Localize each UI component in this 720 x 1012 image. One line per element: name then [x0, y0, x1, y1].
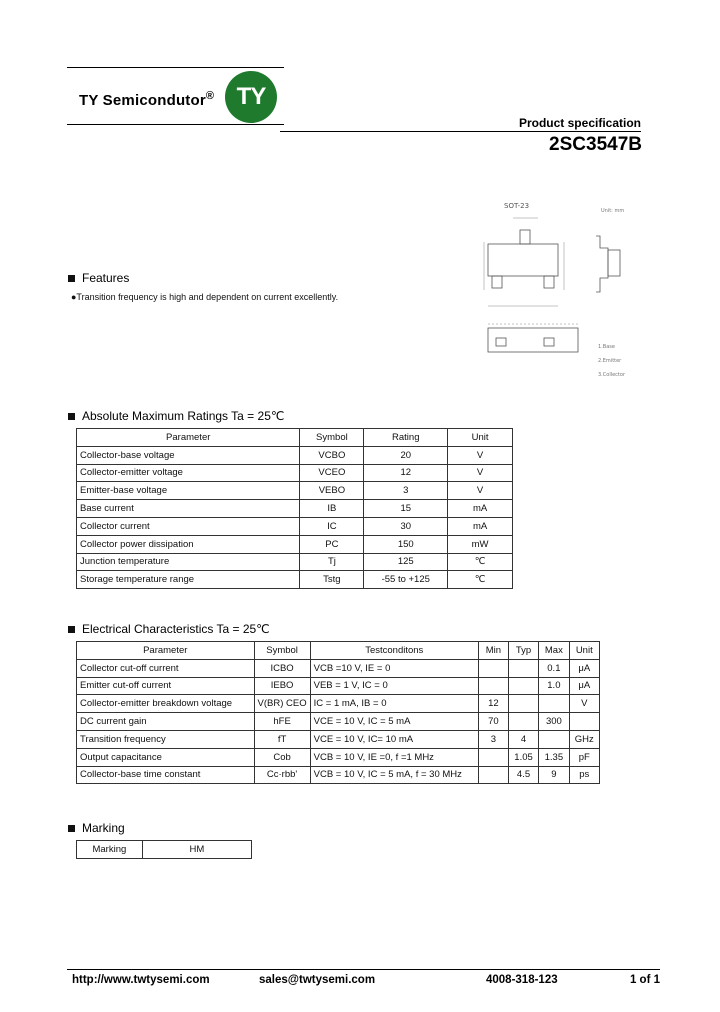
unit-cell: V	[448, 482, 513, 500]
table-row	[77, 553, 513, 571]
param-cell: Collector-base time constant	[77, 766, 255, 784]
param-cell: DC current gain	[77, 713, 255, 731]
header-cell: Unit	[448, 429, 513, 447]
condition-cell: VCB = 10 V, IC = 5 mA, f = 30 MHz	[310, 766, 478, 784]
pin-1-label: 1.Base	[598, 344, 615, 350]
param-cell: Collector current	[77, 517, 300, 535]
spec-label: Product specification	[518, 116, 641, 130]
typ-cell: 1.05	[508, 748, 538, 766]
header-top-rule	[67, 67, 284, 68]
marking-value-cell: HM	[142, 841, 251, 859]
min-cell: 12	[478, 695, 508, 713]
marking-label-cell: Marking	[77, 841, 143, 859]
table-row	[77, 482, 513, 500]
section-bullet-icon	[68, 413, 75, 420]
unit-cell: mW	[448, 535, 513, 553]
condition-cell: VCB = 10 V, IE =0, f =1 MHz	[310, 748, 478, 766]
unit-cell: V	[448, 464, 513, 482]
typ-cell: 4.5	[508, 766, 538, 784]
param-cell: Output capacitance	[77, 748, 255, 766]
table-row	[77, 748, 600, 766]
max-cell	[539, 730, 569, 748]
param-cell: Junction temperature	[77, 553, 300, 571]
lead-2	[544, 276, 554, 288]
package-unit: Unit: mm	[601, 208, 625, 214]
header-cell: Parameter	[77, 429, 300, 447]
condition-cell: IC = 1 mA, IB = 0	[310, 695, 478, 713]
min-cell	[478, 659, 508, 677]
unit-cell: μA	[569, 659, 599, 677]
symbol-cell: VCEO	[300, 464, 364, 482]
brand-text: TY Semicondutor	[79, 92, 206, 109]
pad-1	[496, 338, 506, 346]
table-row	[77, 517, 513, 535]
unit-cell: V	[569, 695, 599, 713]
unit-cell: mA	[448, 517, 513, 535]
max-cell: 1.35	[539, 748, 569, 766]
pad-2	[544, 338, 554, 346]
symbol-cell: IC	[300, 517, 364, 535]
table-row	[77, 730, 600, 748]
symbol-cell: IB	[300, 500, 364, 518]
symbol-cell: fT	[254, 730, 310, 748]
abs-max-title	[68, 409, 284, 423]
param-cell: Storage temperature range	[77, 571, 300, 589]
symbol-cell: Cc·rbb'	[254, 766, 310, 784]
table-header-row	[77, 429, 513, 447]
header-cell: Min	[478, 642, 508, 660]
symbol-cell: V(BR) CEO	[254, 695, 310, 713]
symbol-cell: ICBO	[254, 659, 310, 677]
table-row	[77, 571, 513, 589]
marking-title-text: Marking	[82, 821, 125, 835]
abs-max-title-text: Absolute Maximum Ratings Ta = 25℃	[82, 409, 285, 423]
table-row	[77, 500, 513, 518]
symbol-cell: Tstg	[300, 571, 364, 589]
rating-cell: 12	[364, 464, 448, 482]
condition-cell: VEB = 1 V, IC = 0	[310, 677, 478, 695]
features-title	[68, 271, 129, 285]
header-cell: Unit	[569, 642, 599, 660]
typ-cell: 4	[508, 730, 538, 748]
min-cell	[478, 748, 508, 766]
max-cell: 0.1	[539, 659, 569, 677]
rating-cell: 30	[364, 517, 448, 535]
footer-website-link[interactable]: http://www.twtysemi.com	[72, 974, 210, 986]
condition-cell: VCE = 10 V, IC= 10 mA	[310, 730, 478, 748]
unit-cell: GHz	[569, 730, 599, 748]
marking-title	[68, 821, 125, 835]
table-row	[77, 464, 513, 482]
max-cell: 9	[539, 766, 569, 784]
rating-cell: 20	[364, 446, 448, 464]
param-cell: Base current	[77, 500, 300, 518]
footer-page-number: 1 of 1	[629, 974, 660, 986]
rating-cell: -55 to +125	[364, 571, 448, 589]
header-mid-rule	[67, 124, 284, 125]
unit-cell: ℃	[448, 571, 513, 589]
elec-title-text: Electrical Characteristics Ta = 25℃	[82, 622, 270, 636]
elec-title	[68, 622, 270, 636]
lead-1	[492, 276, 502, 288]
param-cell: Collector-emitter breakdown voltage	[77, 695, 255, 713]
unit-cell: μA	[569, 677, 599, 695]
elec-table	[76, 641, 600, 784]
package-body-top	[488, 244, 558, 276]
pin-2-label: 2.Emitter	[598, 358, 622, 364]
rating-cell: 125	[364, 553, 448, 571]
param-cell: Emitter-base voltage	[77, 482, 300, 500]
typ-cell	[508, 695, 538, 713]
table-row	[77, 535, 513, 553]
typ-cell	[508, 659, 538, 677]
header-cell: Typ	[508, 642, 538, 660]
part-number: 2SC3547B	[549, 134, 642, 155]
unit-cell: mA	[448, 500, 513, 518]
package-outline-svg	[468, 196, 648, 386]
symbol-cell: IEBO	[254, 677, 310, 695]
logo-text: TY	[236, 83, 266, 110]
param-cell: Collector-emitter voltage	[77, 464, 300, 482]
header-cell: Parameter	[77, 642, 255, 660]
header-cell: Max	[539, 642, 569, 660]
feature-item: ●Transition frequency is high and dependent on current excellently.	[71, 292, 339, 302]
table-row	[77, 446, 513, 464]
package-side-view	[596, 236, 608, 292]
header-cell: Symbol	[254, 642, 310, 660]
rating-cell: 3	[364, 482, 448, 500]
typ-cell	[508, 677, 538, 695]
symbol-cell: Cob	[254, 748, 310, 766]
header-cell: Rating	[364, 429, 448, 447]
typ-cell	[508, 713, 538, 731]
table-row	[77, 695, 600, 713]
marking-table	[76, 840, 252, 859]
header-cell: Symbol	[300, 429, 364, 447]
param-cell: Emitter cut-off current	[77, 677, 255, 695]
min-cell	[478, 677, 508, 695]
table-row	[77, 713, 600, 731]
footer-phone: 4008-318-123	[486, 974, 558, 986]
min-cell: 3	[478, 730, 508, 748]
package-side-body	[608, 250, 620, 276]
section-bullet-icon	[68, 275, 75, 282]
rating-cell: 150	[364, 535, 448, 553]
abs-max-table	[76, 428, 513, 589]
section-bullet-icon	[68, 626, 75, 633]
table-row	[77, 766, 600, 784]
param-cell: Collector-base voltage	[77, 446, 300, 464]
section-bullet-icon	[68, 825, 75, 832]
pin-3-label: 3.Collector	[598, 372, 625, 378]
header-cell: Testconditons	[310, 642, 478, 660]
features-title-text: Features	[82, 271, 130, 285]
brand-name	[79, 90, 214, 109]
footer-email-link[interactable]: sales@twtysemi.com	[259, 974, 376, 986]
max-cell	[539, 695, 569, 713]
symbol-cell: PC	[300, 535, 364, 553]
min-cell	[478, 766, 508, 784]
symbol-cell: Tj	[300, 553, 364, 571]
unit-cell: pF	[569, 748, 599, 766]
symbol-cell: hFE	[254, 713, 310, 731]
max-cell: 300	[539, 713, 569, 731]
param-cell: Collector power dissipation	[77, 535, 300, 553]
lead-3	[520, 230, 530, 244]
unit-cell	[569, 713, 599, 731]
footer-rule	[67, 969, 660, 970]
header-right-rule	[280, 131, 641, 132]
table-row	[77, 677, 600, 695]
rating-cell: 15	[364, 500, 448, 518]
unit-cell: V	[448, 446, 513, 464]
condition-cell: VCE = 10 V, IC = 5 mA	[310, 713, 478, 731]
symbol-cell: VEBO	[300, 482, 364, 500]
table-header-row	[77, 642, 600, 660]
max-cell: 1.0	[539, 677, 569, 695]
package-bottom-view	[488, 328, 578, 352]
param-cell: Collector cut-off current	[77, 659, 255, 677]
unit-cell: ℃	[448, 553, 513, 571]
package-drawing	[468, 196, 648, 386]
min-cell: 70	[478, 713, 508, 731]
brand-logo	[225, 71, 277, 123]
param-cell: Transition frequency	[77, 730, 255, 748]
table-row	[77, 841, 252, 859]
symbol-cell: VCBO	[300, 446, 364, 464]
registered-mark: ®	[205, 90, 215, 102]
package-name: SOT-23	[504, 202, 530, 210]
unit-cell: ps	[569, 766, 599, 784]
condition-cell: VCB =10 V, IE = 0	[310, 659, 478, 677]
table-row	[77, 659, 600, 677]
